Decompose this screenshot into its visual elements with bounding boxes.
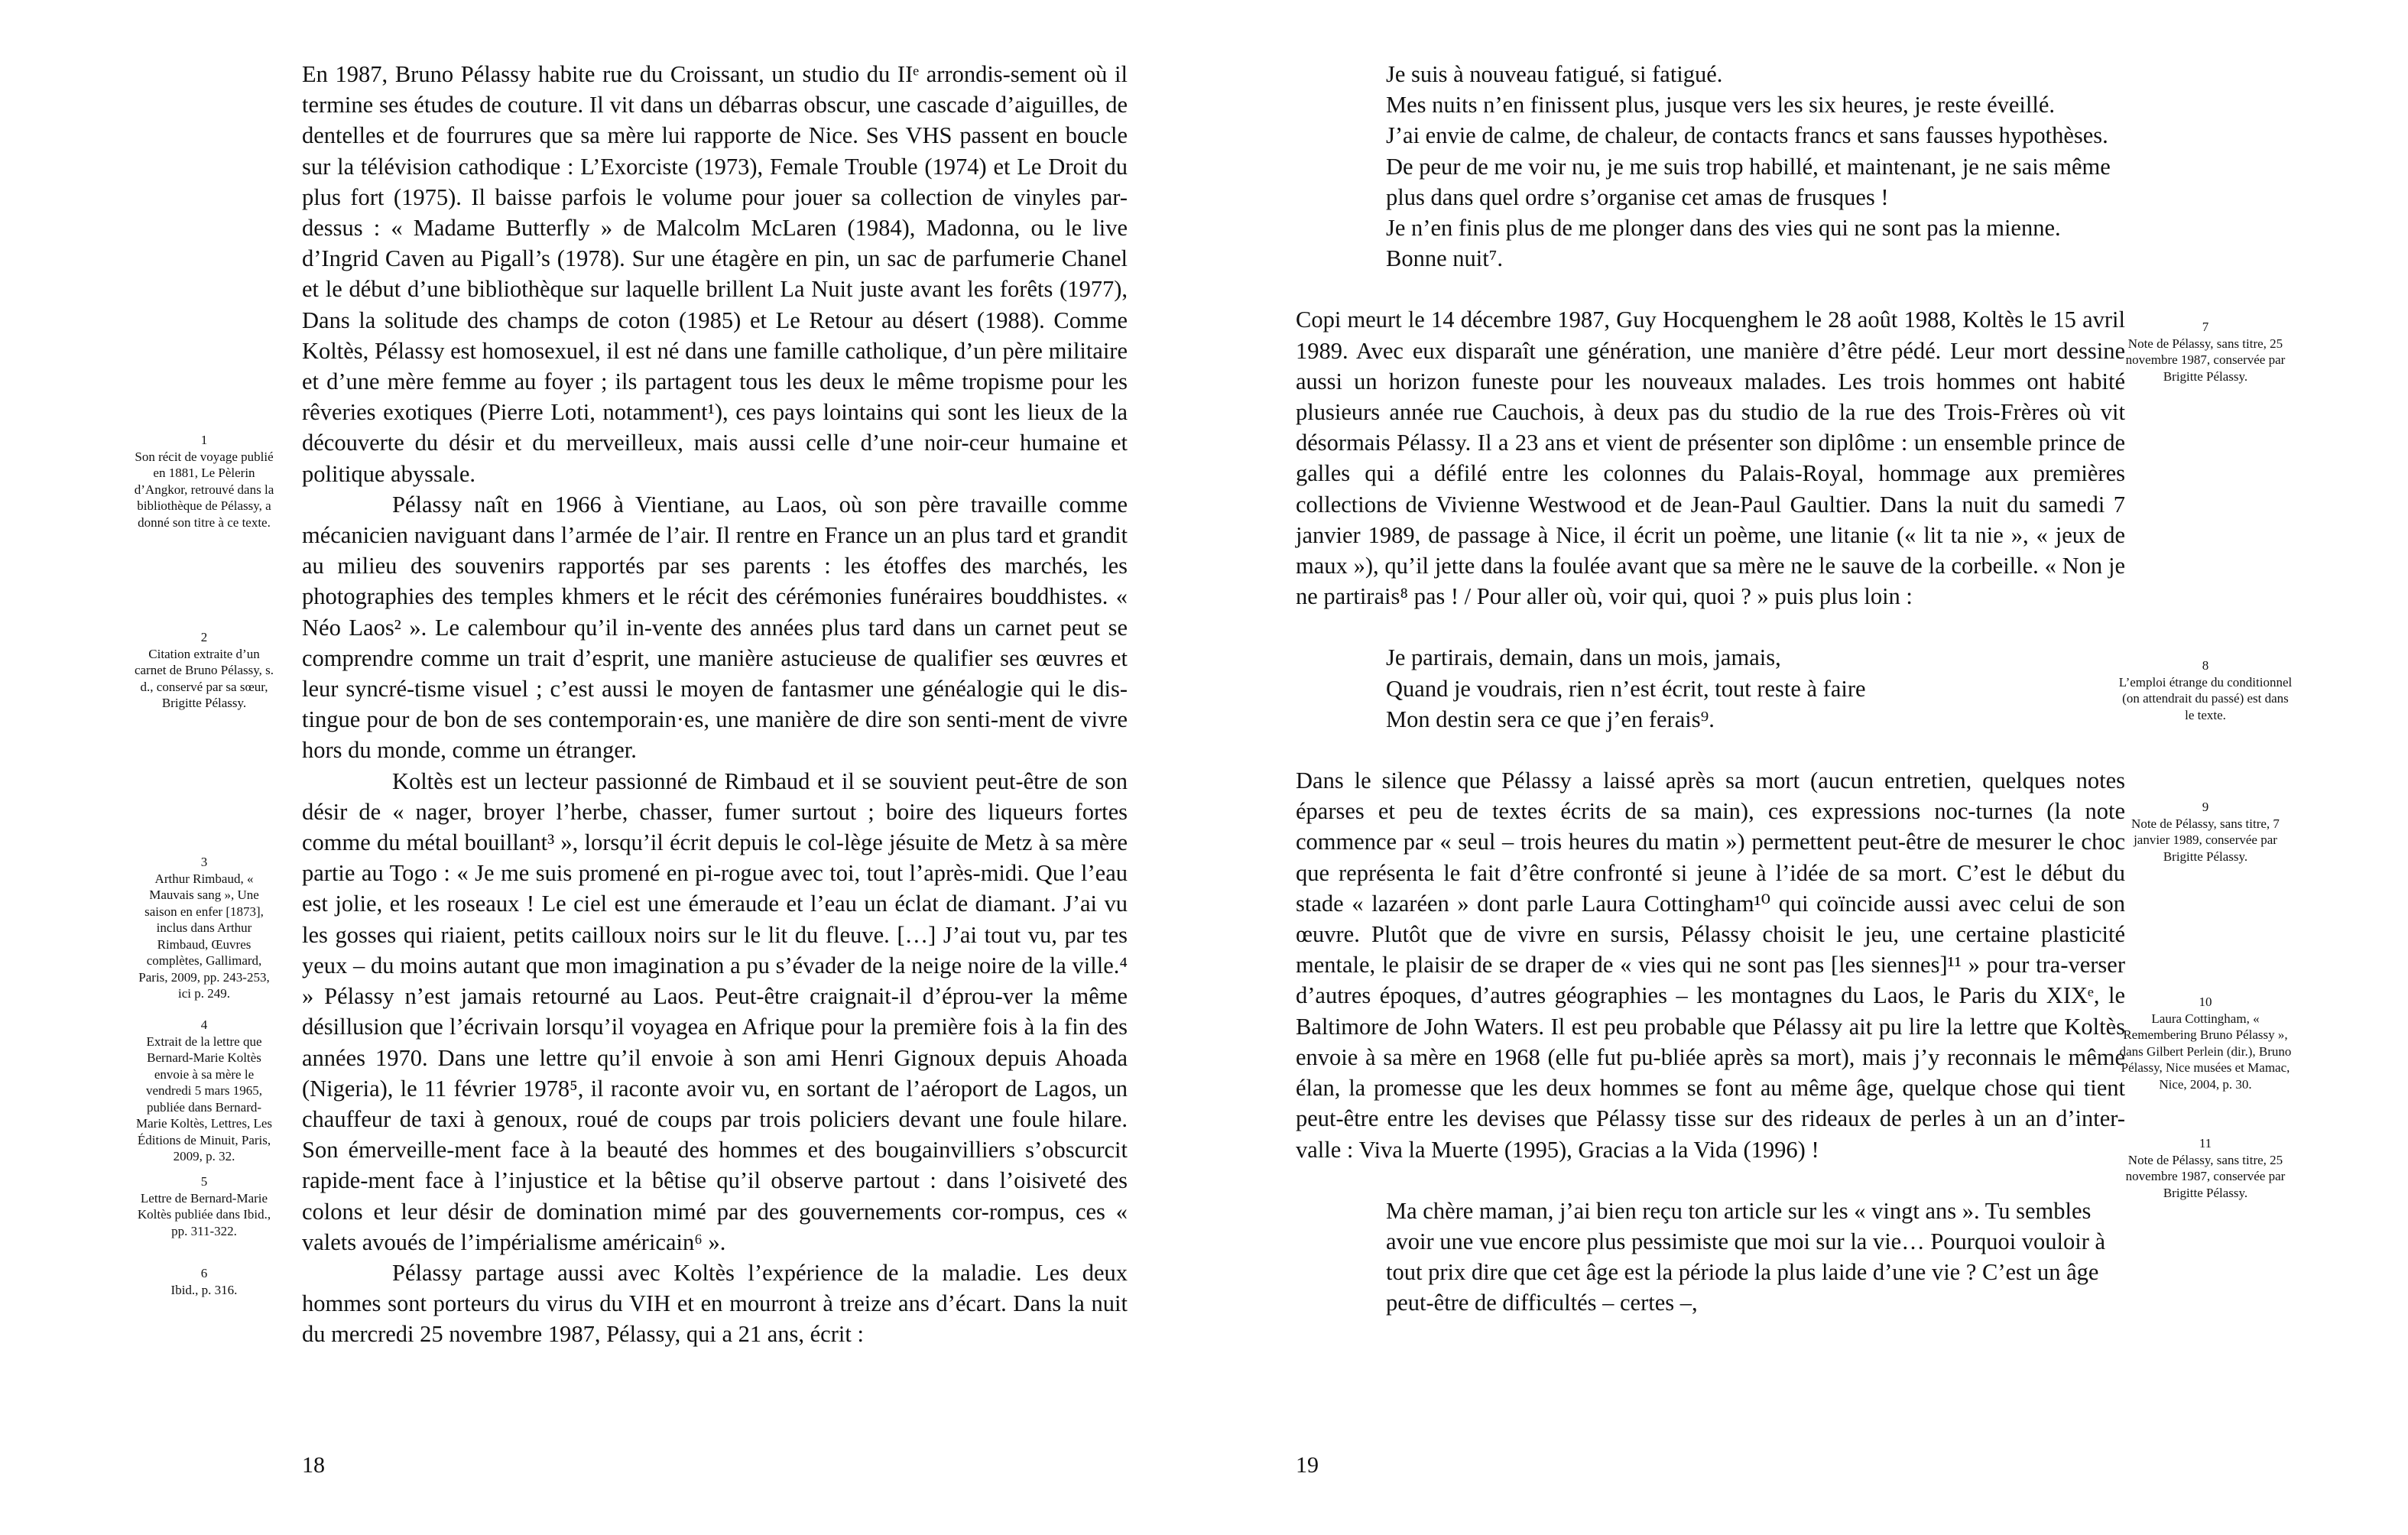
footnote-text: Extrait de la lettre que Bernard-Marie Koltès envoie à sa mère le vendredi 5 mars 1965, publiée dans Bernard-Marie Koltès, Lettres, Les Éditions de Minuit, Paris, 2009, p. 32. [136, 1034, 272, 1163]
footnote-text: L’emploi étrange du conditionnel (on attendrait du passé) est dans le texte. [2118, 674, 2293, 722]
footnote-3 [131, 854, 277, 1002]
letter-quote: Ma chère maman, j’ai bien reçu ton article sur les « vingt ans ». Tu sembles avoir une vue encore plus pessimiste que moi sur la vie… Pourquoi vouloir à tout prix dire que cet âge est la période la plus laide d’une vie ? C’est un âge peut-être de difficultés – certes –, [1386, 1197, 2106, 1316]
paragraph: En 1987, Bruno Pélassy habite rue du Croissant, un studio du IIᵉ arrondis-sement où il termine ses études de couture. Il vit dans un débarras obscur, une cascade d’aiguilles, de dentelles et de fourrures que sa mère lui rapporte de Nice. Ses VHS passent en boucle sur la télévision cathodique : L’Exorciste (1973), Female Trouble (1974) et Le Droit du plus fort (1975). Il baisse parfois le volume pour jouer sa collection de vinyles par-dessus : « Madame Butterfly » de Malcolm McLaren (1984), Madonna, ou le live d’Ingrid Caven au Pigall’s (1978). Sur une étagère en pin, un sac de parfumerie Chanel et le début d’une bibliothèque sur laquelle brillent La Nuit juste avant les forêts (1977), Dans la solitude des champs de coton (1985) et Le Retour au désert (1988). Comme Koltès, Pélassy est homosexuel, il est né dans une famille catholique, d’un père militaire et d’une mère femme au foyer ; ils partagent tous les deux le même tropisme pour les rêveries exotiques (Pierre Loti, notamment¹), ces pays lointains qui sont les lieux de la découverte du désir et du merveilleux, mais aussi celle d’une noir-ceur humaine et politique abyssale. [302, 61, 1128, 487]
footnote-number: 4 [200, 1017, 208, 1032]
footnote-number: 7 [2202, 320, 2209, 334]
footnote-number: 11 [2199, 1136, 2212, 1150]
left-page-text [302, 59, 1128, 1350]
footnote-4 [131, 1017, 277, 1165]
footnote-6 [131, 1265, 277, 1298]
paragraph: Pélassy naît en 1966 à Vientiane, au Laos, où son père travaille comme mécanicien naviguant dans l’armée de l’air. Il rentre en France un an plus tard et grandit au milieu des souvenirs rapportés par ses parents : les étoffes des marchés, les photographies des temples khmers et le récit des cérémonies funéraires bouddhistes. « Néo Laos² ». Le calembour qu’il in-vente des années plus tard dans un carnet peut se comprendre comme un trait d’esprit, une manière astucieuse de qualifier ses œuvres et leur syncré-tisme visuel ; c’est aussi le moyen de fantasmer une généalogie qui le dis-tingue pour de bon de ses contemporain·es, une manière de dire son senti-ment de vivre hors du monde, comme un étranger. [302, 491, 1128, 764]
footnote-5 [131, 1173, 277, 1239]
poem-jan-1989 [1296, 642, 2125, 735]
footnote-9 [2118, 799, 2293, 865]
paragraph: Copi meurt le 14 décembre 1987, Guy Hocquenghem le 28 août 1988, Koltès le 15 avril 1989. Avec eux disparaît une génération, une manière d’être pédé. Leur mort dessine aussi un horizon funeste pour les nouveaux malades. Les trois hommes ont habité plusieurs année rue Cauchois, à deux pas du studio de la rue des Trois-Frères où vit désormais Pélassy. Il a 23 ans et vient de présenter son diplôme : un ensemble prince de galles qui a défilé entre les colonnes du Palais-Royal, hommage aux premières collections de Vivienne Westwood et de Jean-Paul Gaultier. Dans la nuit du samedi 7 janvier 1989, de passage à Nice, il écrit un poème, une litanie (« lit ta nie », « jeux de maux »), qu’il jette dans la foulée avant que sa mère ne le sauve de la corbeille. « Non je ne partirais⁸ pas ! / Pour aller où, voir qui, quoi ? » puis plus loin : [1296, 307, 2125, 610]
footnote-number: 5 [200, 1174, 208, 1189]
footnote-text: Lettre de Bernard-Marie Koltès publiée dans Ibid., pp. 311-322. [137, 1190, 271, 1238]
footnote-text: Citation extraite d’un carnet de Bruno Pélassy, s. d., conservé par sa sœur, Brigitte Pélassy. [134, 646, 274, 710]
footnote-number: 10 [2199, 995, 2212, 1009]
footnote-number: 2 [200, 630, 208, 644]
poem-line: Je partirais, demain, dans un mois, jamais, [1386, 644, 1781, 671]
footnote-2 [131, 629, 277, 712]
poem-nov-1987 [1296, 59, 2125, 274]
footnote-text: Note de Pélassy, sans titre, 7 janvier 1989, conservée par Brigitte Pélassy. [2131, 816, 2280, 864]
poem-line: J’ai envie de calme, de chaleur, de contacts francs et sans fausses hypothèses. [1386, 122, 2108, 149]
footnote-11 [2118, 1135, 2293, 1201]
footnote-1 [131, 432, 277, 531]
footnote-text: Note de Pélassy, sans titre, 25 novembre 1987, conservée par Brigitte Pélassy. [2125, 336, 2286, 384]
footnote-text: Ibid., p. 316. [170, 1282, 238, 1297]
footnote-text: Son récit de voyage publié en 1881, Le Pèlerin d’Angkor, retrouvé dans la bibliothèque de Pélassy, a donné son titre à ce texte. [134, 449, 274, 530]
footnote-text: Note de Pélassy, sans titre, 25 novembre 1987, conservée par Brigitte Pélassy. [2125, 1152, 2286, 1200]
footnote-number: 6 [200, 1266, 208, 1280]
paragraph: Dans le silence que Pélassy a laissé après sa mort (aucun entretien, quelques notes éparses et peu de textes écrits de sa main), ces expressions noc-turnes (la note commence par « seul – trois heures du matin ») permettent peut-être de mesurer le choc que représenta le fait d’être confronté si jeune à l’idée de sa mort. C’est le début du stade « lazaréen » dont parle Laura Cottingham¹⁰ qui coïncide aussi avec celui de son œuvre. Plutôt que de vivre en sursis, Pélassy choisit le jeu, une certaine plasticité mentale, le plaisir de se draper de « vies qui ne sont pas [les siennes]¹¹ » pour tra-verser d’autres époques, d’autres géographies – les montagnes du Laos, le Paris du XIXᵉ, le Baltimore de John Waters. Il est peu probable que Pélassy ait pu lire la lettre que Koltès envoie à sa mère en 1968 (elle fut pu-bliée après sa mort), mais j’y reconnais le même élan, la promesse que les deux hommes se font au même âge, quelque chose qui tient peut-être entre les devises que Pélassy tisse sur des rideaux de perles à un an d’inter-valle : Viva la Muerte (1995), Gracias a la Vida (1996) ! [1296, 768, 2125, 1163]
poem-line: Je n’en finis plus de me plonger dans des vies qui ne sont pas la mienne. [1386, 215, 2061, 242]
poem-line: Je suis à nouveau fatigué, si fatigué. [1386, 61, 1723, 87]
footnote-number: 8 [2202, 658, 2209, 673]
page-number-left: 18 [302, 1452, 325, 1478]
right-page-text [1296, 59, 2125, 1319]
footnote-8 [2118, 657, 2293, 723]
paragraph: Koltès est un lecteur passionné de Rimbaud et il se souvient peut-être de son désir de « nager, broyer l’herbe, chasser, fumer surtout ; boire des liqueurs fortes comme du métal bouillant³ », lorsqu’il écrit depuis le col-lège jésuite de Metz à sa mère partie au Togo : « Je me suis promené en pi-rogue avec toi, tout l’après-midi. Que l’eau est jolie, et les roseaux ! Le ciel est une émeraude et l’eau un éclat de diamant. J’ai vu les gosses qui riaient, petits cailloux noirs sur le lit du fleuve. […] J’ai tout vu, par tes yeux – du moins autant que mon imagination a pu s’évader de la neige noire de la ville.⁴ » Pélassy n’est jamais retourné au Laos. Peut-être craignait-il d’éprou-ver la même désillusion que l’écrivain lorsqu’il voyagea en Afrique pour la première fois à la fin des années 1970. Dans une lettre qu’il envoie à son ami Henri Gignoux depuis Ahoada (Nigeria), le 11 février 1978⁵, il raconte avoir vu, en sortant de l’aéroport de Lagos, un chauffeur de taxi à genoux, roué de coups par trois policiers devant une foule hilare. Son émerveille-ment face à la beauté des hommes et des bougainvilliers s’obscurcit rapide-ment face à l’injustice et la bêtise qu’il observe partout : dans l’oisiveté des colons et leur désir de domination mimé par des gouvernements cor-rompus, ces « valets avoués de l’impérialisme américain⁶ ». [302, 768, 1128, 1255]
footnote-number: 9 [2202, 800, 2209, 814]
footnote-7 [2118, 319, 2293, 385]
page-number-right: 19 [1296, 1452, 1319, 1478]
footnote-number: 1 [200, 433, 208, 447]
footnote-number: 3 [200, 855, 208, 869]
paragraph: Pélassy partage aussi avec Koltès l’expérience de la maladie. Les deux hommes sont porteurs du virus du VIH et en mourront à treize ans d’écart. Dans la nuit du mercredi 25 novembre 1987, Pélassy, qui a 21 ans, écrit : [302, 1259, 1128, 1348]
poem-line: Quand je voudrais, rien n’est écrit, tout reste à faire [1386, 675, 1866, 702]
poem-line: Mes nuits n’en finissent plus, jusque vers les six heures, je reste éveillé. [1386, 92, 2055, 118]
poem-line: De peur de me voir nu, je me suis trop habillé, et maintenant, je ne sais même plus dans quel ordre s’organise cet amas de frusques ! [1386, 153, 2111, 210]
footnote-text: Laura Cottingham, « Remembering Bruno Pélassy », dans Gilbert Perlein (dir.), Bruno Pélassy, Nice musées et Mamac, Nice, 2004, p. 30. [2119, 1011, 2292, 1092]
poem-line: Bonne nuit⁷. [1386, 245, 1503, 272]
footnote-text: Arthur Rimbaud, « Mauvais sang », Une saison en enfer [1873], inclus dans Arthur Rimbaud, Œuvres complètes, Gallimard, Paris, 2009, pp. 243-253, ici p. 249. [138, 871, 270, 1001]
footnote-10 [2118, 994, 2293, 1092]
poem-line: Mon destin sera ce que j’en ferais⁹. [1386, 706, 1715, 732]
